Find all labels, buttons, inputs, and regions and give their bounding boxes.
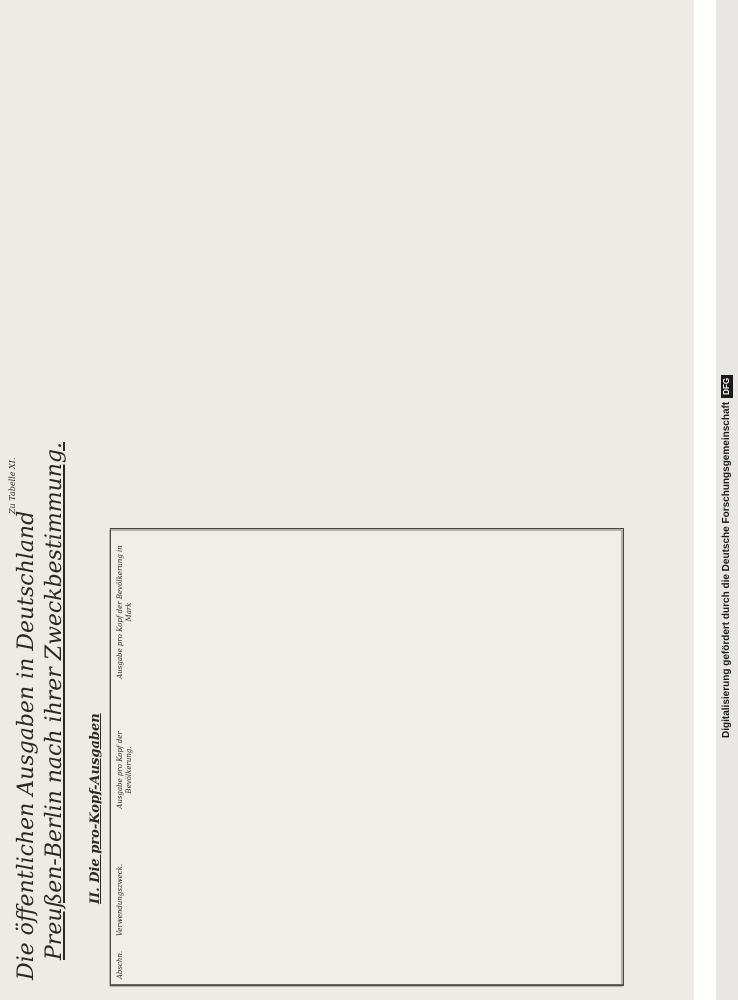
hdr-abschn: Abschn. [116,950,124,980]
hdr-zweck: Verwendungszweck. [116,863,124,937]
section-heading: II. Die pro-Kopf-Ausgaben [88,713,103,904]
title-line-2: Preußen-Berlin nach ihrer Zweckbestimmung. [42,442,67,960]
germany-grid [110,526,630,986]
hdr-perkopf: Ausgabe pro Kopf der Bevölkerung in Mark [116,545,133,679]
title-line-1: Die öffentlichen Ausgaben in Deutschland [14,510,39,980]
dfg-credit: Digitalisierung gefördert durch die Deutsche Forschungsgemeinschaft [721,401,732,738]
dfg-logo: DFG [721,375,733,398]
plate-mark: Zu Tabelle XI. [8,457,17,514]
hdr-ausgabe: Ausgabe pro Kopf der Bevölkerung. [116,731,133,809]
dfg-sidebar [694,0,732,1000]
